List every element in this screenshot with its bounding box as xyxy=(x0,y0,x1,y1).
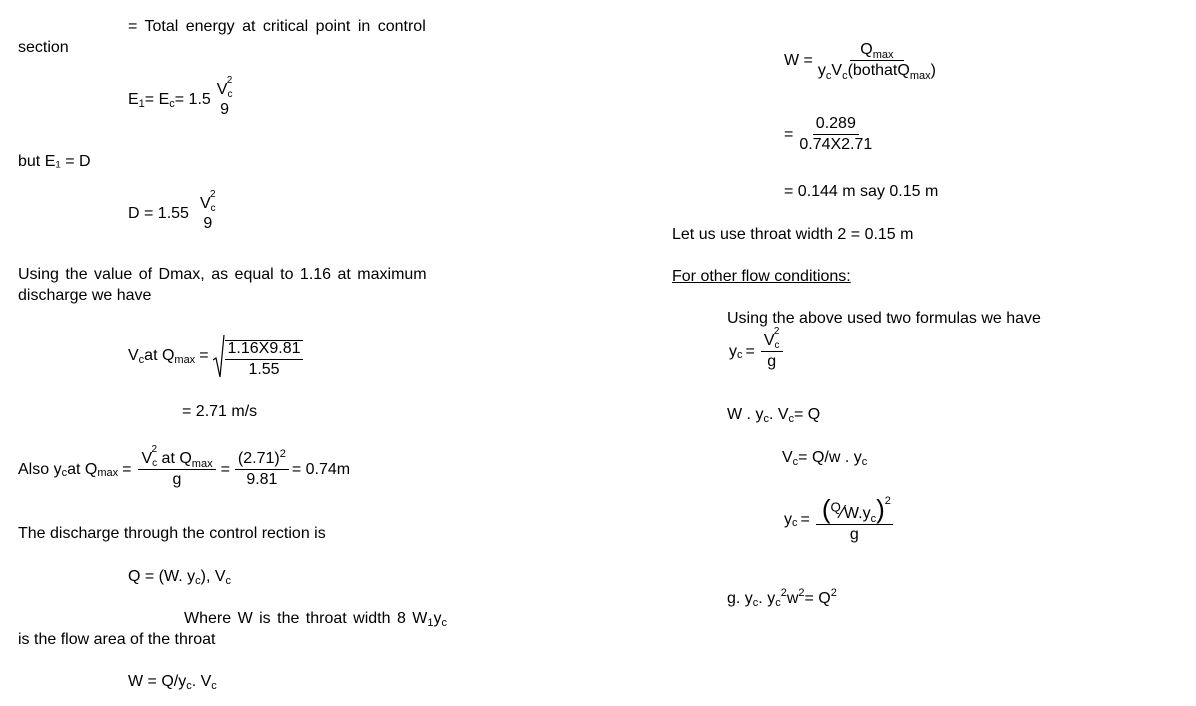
text-section: section xyxy=(18,39,69,56)
text-flow-area: is the flow area of the throat xyxy=(18,631,216,648)
equation-vc-qmax: V c at Q max = $\frac{1.16X9.81}{1.55}$ xyxy=(128,334,306,378)
equation-q: Q = (W. y c ), V c xyxy=(128,568,232,587)
text-discharge-control: The discharge through the control rection is xyxy=(18,525,326,542)
heading-other-flow: For other flow conditions: xyxy=(672,268,851,285)
equation-vc-q: V c = Q/w . y c xyxy=(782,449,868,468)
equation-g-yc: g. y c . y c 2 w 2 = Q 2 xyxy=(727,586,837,609)
text-total-energy: = Total energy at critical point in control xyxy=(128,18,426,35)
equation-w-numeric: = $\frac{0.289}{0.74X2.71}$ xyxy=(784,115,873,153)
text-vc-result: = 2.71 m/s xyxy=(182,403,258,420)
text-using-dmax: Using the value of Dmax, as equal to 1.16 at maximum xyxy=(18,266,427,283)
equation-w-qmax: W = $\frac{Q_{max}}{y_cV_c(bothatQ_{max})}$ xyxy=(784,41,936,82)
text-where-throat: Where W is the throat width 8 W 1 y c xyxy=(184,610,448,629)
equation-e1: E 1 = E c = 1.5 V 2 c 9 xyxy=(128,75,233,118)
sqrt-symbol: $\frac{1.16X9.81}{1.55}$ xyxy=(213,334,307,378)
text-using-above: Using the above used two formulas we have xyxy=(727,310,1041,327)
equation-yc-qmax: Also y c at Q max = V 2 c at $Q_{max}$ g = $\frac{(2.71)^2}{9.81}$ = 0.74m xyxy=(18,444,351,488)
equation-d: D = 1.55 V 2 c 9 xyxy=(128,189,216,232)
equation-yc-q: y c = $\frac{(^Q⁄W.y_c)^2}{g}$ xyxy=(784,494,891,543)
text-w-result: = 0.144 m say 0.15 m xyxy=(784,183,939,200)
text-but-e1-d: but E₁ = D xyxy=(18,153,91,170)
text-discharge-we-have: discharge we have xyxy=(18,287,152,304)
equation-w-yc-vc: W . y c . V c = Q xyxy=(727,406,821,425)
equation-yc: y c = V 2 c g xyxy=(729,333,786,370)
text-throat-width: Let us use throat width 2 = 0.15 m xyxy=(672,226,914,243)
equation-w-left: W = Q/y c . V c xyxy=(128,673,217,692)
